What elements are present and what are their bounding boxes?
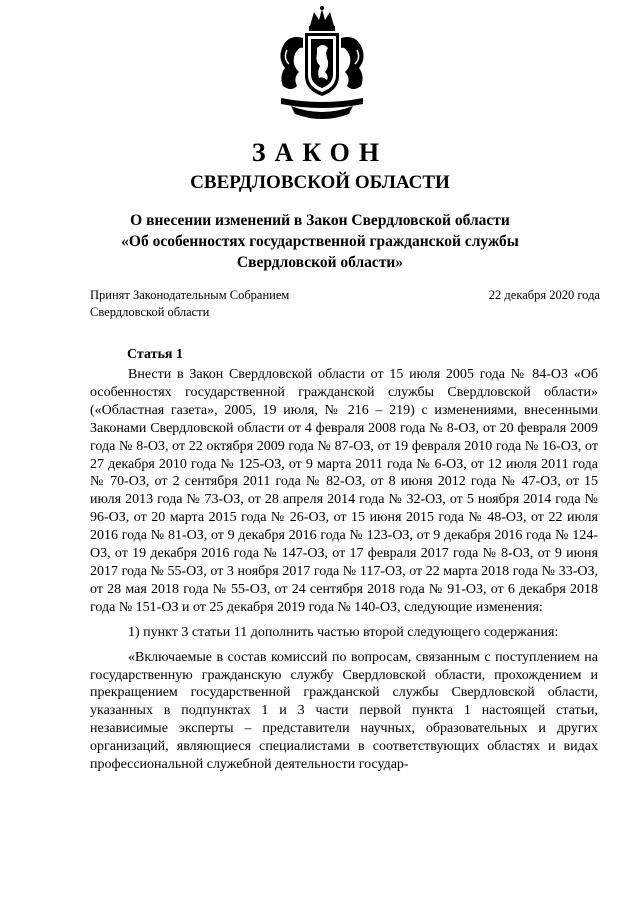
adoption-date: 22 декабря 2020 года (488, 288, 600, 302)
law-title (70, 210, 570, 273)
law-title-line: О внесении изменений в Закон Свердловской области (130, 212, 510, 229)
adoption-line: Свердловской области (90, 305, 210, 319)
article-heading: Статья 1 (127, 347, 183, 362)
paragraph: «Включаемые в состав комиссий по вопросам, связанным с поступлением на государственную гражданскую службу Свердловской области, прохождением и прекращением государственной гражданской службы Свердловской области, указанных в подпунктах 1 и 3 части первой пункта 1 настоящей статьи, независимые эксперты – представители научных, образовательных и других организаций, являющиеся специалистами в соответствующих областях и видах профессиональной служебной деятельности государ- (90, 649, 598, 773)
document-title: ЗАКОН (251, 138, 389, 167)
adoption-note (90, 287, 289, 321)
coat-of-arms-icon (267, 6, 377, 126)
law-title-line: Свердловской области» (236, 254, 404, 271)
paragraph: Внести в Закон Свердловской области от 15 июля 2005 года № 84-ОЗ «Об особенностях государственной гражданской службы Свердловской области» («Областная газета», 2005, 19 июля, № 216 – 219) с изменениями, внесенными Законами Свердловской области от 4 февраля 2008 года № 8-ОЗ, от 20 февраля 2009 года № 8-ОЗ, от 22 октября 2009 года № 87-ОЗ, от 19 февраля 2010 года № 16-ОЗ, от 27 декабря 2010 года № 125-ОЗ, от 9 марта 2011 года № 6-ОЗ, от 12 июля 2011 года № 70-ОЗ, от 2 сентября 2011 года № 82-ОЗ, от 8 июня 2012 года № 47-ОЗ, от 15 июля 2013 года № 73-ОЗ, от 28 апреля 2014 года № 32-ОЗ, от 5 ноября 2014 года № 96-ОЗ, от 20 марта 2015 года № 26-ОЗ, от 15 июня 2015 года № 48-ОЗ, от 22 июля 2016 года № 81-ОЗ, от 9 декабря 2016 года № 123-ОЗ, от 9 декабря 2016 года № 124-ОЗ, от 19 декабря 2016 года № 147-ОЗ, от 17 февраля 2017 года № 8-ОЗ, от 9 июня 2017 года № 55-ОЗ, от 3 ноября 2017 года № 117-ОЗ, от 22 марта 2018 года № 33-ОЗ, от 28 мая 2018 года № 55-ОЗ, от 24 сентября 2018 года № 91-ОЗ, от 6 декабря 2018 года № 151-ОЗ и от 25 декабря 2019 года № 140-ОЗ, следующие изменения: (90, 367, 598, 615)
law-title-line: «Об особенностях государственной гражданской службы (121, 233, 519, 250)
document-subtitle: СВЕРДЛОВСКОЙ ОБЛАСТИ (190, 172, 450, 193)
adoption-line: Принят Законодательным Собранием (90, 288, 290, 302)
article-body (90, 366, 598, 781)
paragraph: 1) пункт 3 статьи 11 дополнить частью второй следующего содержания: (128, 624, 559, 640)
